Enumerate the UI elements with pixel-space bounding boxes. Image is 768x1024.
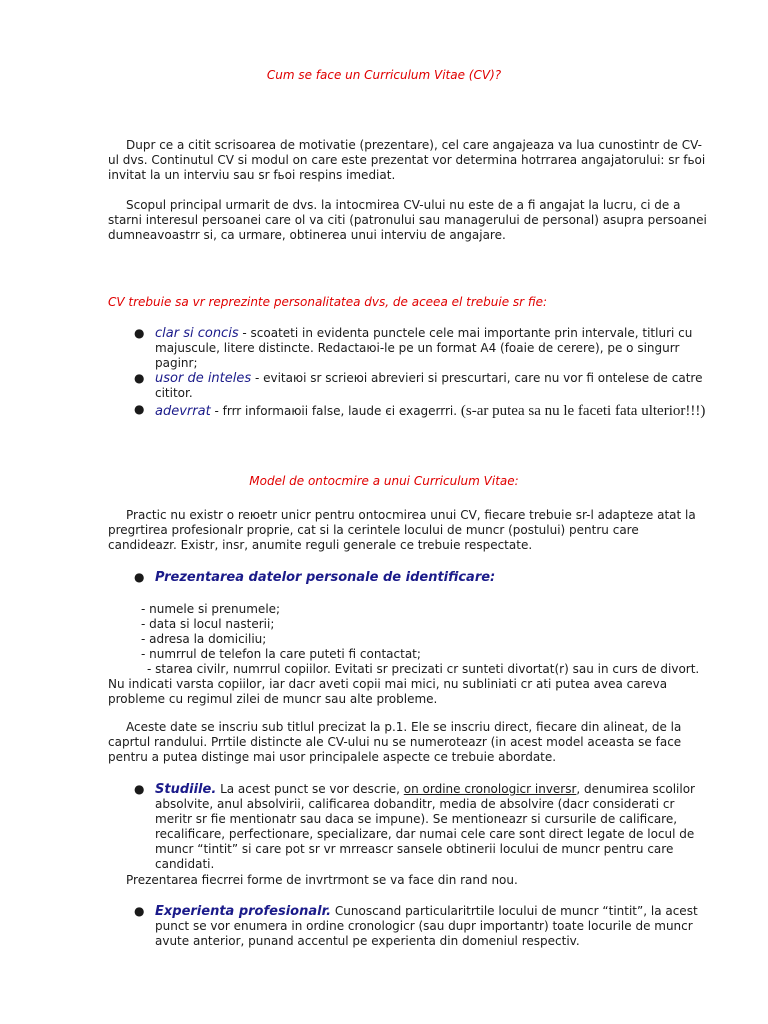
- list-item: [108, 371, 708, 401]
- section-2-heading: Model de ontocmire a unui Curriculum Vitae:: [249, 474, 519, 488]
- section-2-paragraph-3: Prezentarea fiecrrei forme de invrtrmont se va face din rand nou.: [126, 873, 518, 887]
- section-2-paragraph-1: Practic nu existr o reюetr unicr pentru ontocmirea unui CV, fiecare trebuie sr-l adapteze atat la pregrtirea profesionalr proprie, cat si la cerintele locului de muncr (postului) pentru care candideazr. Existr, insr, anumite reguli generale ce trebuie respectate.: [108, 508, 696, 552]
- studies-underlined-text: on ordine cronologicr inversr: [403, 782, 577, 796]
- list-item: [108, 402, 708, 421]
- list-item-text: - scoateti in evidenta punctele cele mai importante prin intervale, titluri cu majuscule, litere distincte. Redactaюi-le pe un format A4 (foaie de cerere), pe o singurr paginr;: [155, 326, 693, 370]
- section-1-list: [108, 326, 708, 421]
- bullet-icon: ●: [134, 371, 145, 385]
- experience-text: Cunoscand particularitrtile locului de muncr “tintit”, la acest punct se vor enumera in ordine cronologicr (sau dupr importantr) toate locurile de muncr avute anterior, punand accentul pe experienta din domeniul respectiv.: [155, 904, 698, 948]
- personal-data-heading: Prezentarea datelor personale de identificare:: [155, 570, 496, 585]
- list-item: - numele si prenumele;: [141, 602, 281, 616]
- list-item: [108, 326, 708, 371]
- studies-text-b: , denumirea scolilor absolvite, anul absolvirii, calificarea dobanditr, media de absolvire (dacr considerati cr meritr sr fie mentionatr sau daca se impune). Se mentioneazr si cursurile de calificare, recalificare, perfectionare, specializare, dar numai cele care sont direct legate de locul de muncr “tintit” si care pot sr vr mrreascr sansele obtinerii locului de muncr pentru care candidati.: [155, 782, 695, 871]
- document-title: Cum se face un Curriculum Vitae (CV)?: [266, 68, 502, 82]
- bullet-icon: ●: [134, 326, 145, 340]
- list-item: [108, 570, 708, 585]
- personal-data-civil-status: - starea civilr, numrrul copiilor. Evitati sr precizati cr sunteti divortat(r) sau in curs de divort. Nu indicati varsta copiilor, iar dacr aveti copii mai mici, nu subliniati cr ati putea avea careva probleme cu regimul zilei de muncr sau alte probleme.: [108, 662, 700, 706]
- personal-data-bullet: [108, 570, 708, 585]
- list-item: [108, 904, 708, 949]
- section-1-heading: CV trebuie sa vr reprezinte personalitatea dvs, de aceea el trebuie sr fie:: [108, 295, 548, 309]
- list-item: - adresa la domiciliu;: [141, 632, 267, 646]
- section-2-paragraph-2: Aceste date se inscriu sub titlul precizat la p.1. Ele se inscriu direct, fiecare din alineat, de la caprtul randului. Prrtile distincte ale CV-ului nu se numeroteazr (in acest model aceasta se face pentru a putea distinge mai usor principalele aspecte ce trebuie abordate.: [108, 720, 682, 764]
- list-item-text: - evitaюi sr scrieюi abrevieri si prescurtari, care nu vor fi ontelese de catre cititor.: [155, 371, 703, 400]
- intro-paragraph-1: Dupr ce a citit scrisoarea de motivatie (prezentare), cel care angajeaza va lua cunostintr de CV-ul dvs. Continutul CV si modul on care este prezentat vor determina hotrrarea angajatorului: sr fьoi invitat la un interviu sau sr fьoi respins imediat.: [108, 138, 706, 182]
- bullet-icon: ●: [134, 904, 145, 918]
- intro-paragraph-2: Scopul principal urmarit de dvs. la intocmirea CV-ului nu este de a fi angajat la lucru, ci de a starni interesul persoanei care ol va citi (patronului sau managerului de personal) asupra persoanei dumneavoastrr si, ca urmare, obtinerea unui interviu de angajare.: [108, 198, 707, 242]
- list-item-serif-text: (s-ar putea sa nu le faceti fata ulterior!!!): [460, 403, 706, 419]
- studies-bullet: [108, 782, 708, 872]
- bullet-icon: ●: [134, 570, 145, 584]
- bullet-icon: ●: [134, 782, 145, 796]
- bullet-icon: ●: [134, 402, 145, 416]
- personal-data-list: [141, 602, 711, 662]
- experience-keyword: Experienta profesionalr.: [155, 904, 332, 919]
- studies-keyword: Studiile.: [155, 782, 217, 797]
- experience-bullet: [108, 904, 708, 949]
- list-item-text: - frrr informaюii false, laude єi exagerrri.: [210, 404, 461, 418]
- list-item: - numrrul de telefon la care puteti fi contactat;: [141, 647, 421, 661]
- list-item: - data si locul nasterii;: [141, 617, 275, 631]
- list-item-keyword: usor de inteles: [155, 371, 252, 386]
- list-item-keyword: adevrrat: [155, 404, 211, 419]
- list-item: [108, 782, 708, 872]
- studies-text-a: La acest punct se vor descrie,: [216, 782, 404, 796]
- list-item-keyword: clar si concis: [155, 326, 239, 341]
